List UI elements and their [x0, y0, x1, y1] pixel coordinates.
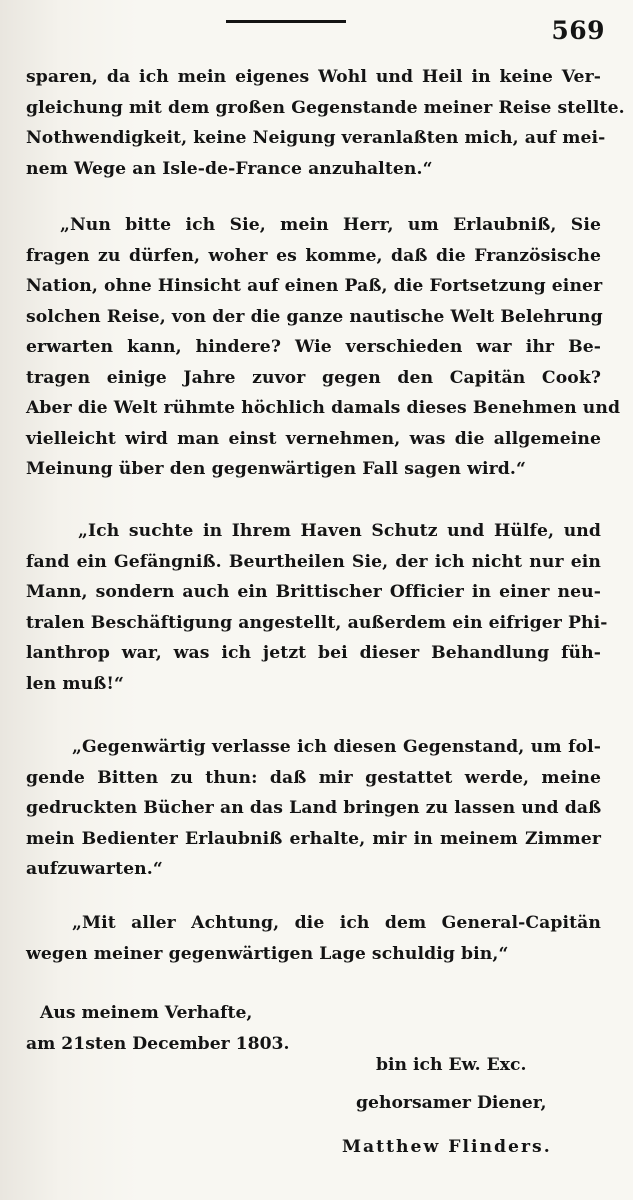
text-line: fragen zu dürfen, woher es komme, daß die Französische — [26, 245, 601, 266]
text-line: „Gegenwärtig verlasse ich diesen Gegenstand, um fol- — [72, 737, 601, 757]
text-line: Meinung über den gegenwärtigen Fall sagen wird.“ — [26, 459, 526, 479]
text-line: solchen Reise, von der die ganze nautische Welt Belehrung — [26, 306, 603, 327]
text-line: Aber die Welt rühmte höchlich damals dieses Benehmen und — [26, 398, 621, 418]
signature-line-2: gehorsamer Diener, — [356, 1093, 547, 1113]
closing-place: Aus meinem Verhafte, — [40, 1003, 253, 1023]
header-rule — [226, 20, 346, 23]
text-line: gedruckten Bücher an das Land bringen zu lassen und daß — [26, 798, 602, 818]
text-line: „Mit aller Achtung, die ich dem General-Capitän — [72, 913, 601, 933]
text-line: wegen meiner gegenwärtigen Lage schuldig bin,“ — [26, 943, 509, 964]
paragraph-5 — [26, 908, 601, 969]
closing-date: am 21sten December 1803. — [26, 1033, 290, 1054]
text-line: Nation, ohne Hinsicht auf einen Paß, die Fortsetzung einer — [26, 276, 603, 296]
closing-block — [26, 998, 290, 1059]
text-line: len muß!“ — [26, 673, 125, 694]
paragraph-1 — [26, 62, 625, 184]
signature-name: Matthew Flinders. — [342, 1137, 552, 1157]
text-line: erwarten kann, hindere? Wie verschieden war ihr Be- — [26, 337, 601, 357]
text-line: sparen, da ich mein eigenes Wohl und Heil in keine Ver- — [26, 67, 601, 87]
text-line: mein Bedienter Erlaubniß erhalte, mir in meinem Zimmer — [26, 828, 601, 849]
text-line: aufzuwarten.“ — [26, 859, 163, 879]
signature-line-1: bin ich Ew. Exc. — [376, 1055, 527, 1075]
text-line: lanthrop war, was ich jetzt bei dieser Behandlung füh- — [26, 643, 601, 663]
paragraph-2 — [26, 210, 621, 485]
text-line: vielleicht wird man einst vernehmen, was die allgemeine — [26, 428, 601, 449]
text-line: Mann, sondern auch ein Brittischer Officier in einer neu- — [26, 582, 601, 602]
text-line: tragen einige Jahre zuvor gegen den Capitän Cook? — [26, 367, 601, 388]
text-line: „Nun bitte ich Sie, mein Herr, um Erlaubniß, Sie — [60, 215, 601, 235]
text-line: „Ich suchte in Ihrem Haven Schutz und Hülfe, und — [78, 521, 601, 541]
text-line: gende Bitten zu thun: daß mir gestattet werde, meine — [26, 767, 601, 788]
text-line: nem Wege an Isle-de-France anzuhalten.“ — [26, 158, 433, 179]
text-line: gleichung mit dem großen Gegenstande meiner Reise stellte. — [26, 97, 625, 118]
paragraph-3 — [26, 516, 608, 699]
page-number: 569 — [551, 16, 605, 45]
paragraph-4 — [26, 732, 601, 885]
text-line: Nothwendigkeit, keine Neigung veranlaßten mich, auf mei- — [26, 128, 606, 148]
text-line: tralen Beschäftigung angestellt, außerdem ein eifriger Phi- — [26, 612, 608, 633]
text-line: fand ein Gefängniß. Beurtheilen Sie, der ich nicht nur ein — [26, 551, 601, 572]
